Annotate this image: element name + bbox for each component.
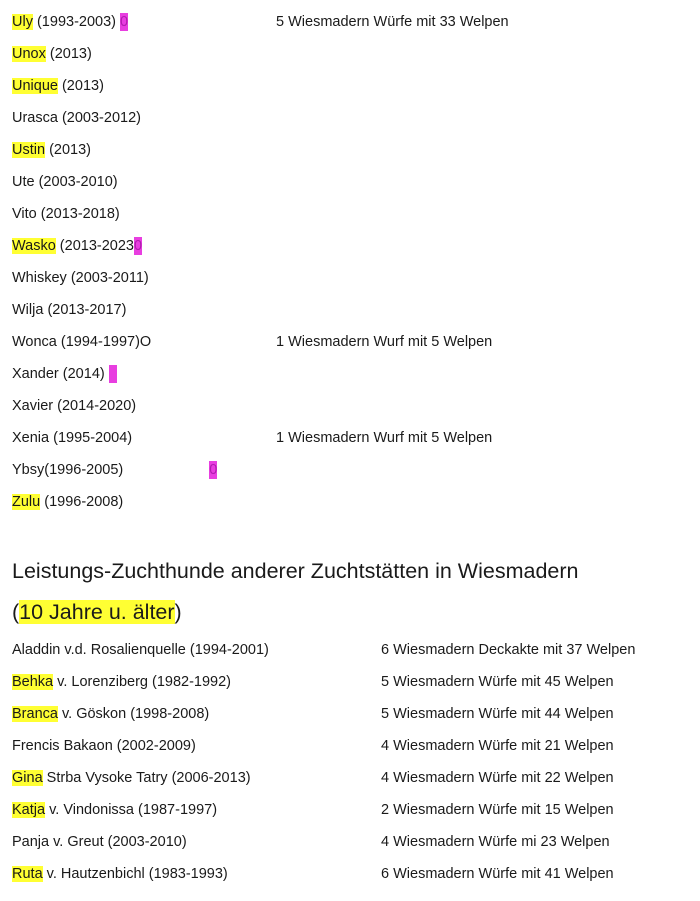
dog-entry <box>12 43 92 65</box>
dog-name: Uly <box>12 14 33 30</box>
dog-name: Branca <box>12 706 58 722</box>
marker-box: 0 <box>133 238 143 254</box>
section-subheading <box>12 597 182 627</box>
dog-kennel-years: Strba Vysoke Tatry (2006-2013) <box>42 770 251 786</box>
dog-name: Ustin <box>12 142 46 158</box>
dog-kennel-years: Bakaon (2002-2009) <box>59 738 196 754</box>
dog-entry <box>12 395 136 417</box>
dog-kennel-years: v. Lorenziberg (1982-1992) <box>53 674 231 690</box>
breeding-dog-entry <box>12 671 231 693</box>
dog-name: Urasca <box>12 110 58 126</box>
dog-name: Xander <box>12 366 59 382</box>
dog-years: (2013-2018) <box>36 206 120 222</box>
dog-entry <box>12 267 149 289</box>
dog-entry <box>12 75 104 97</box>
dog-years: (2013-2023 <box>55 238 134 254</box>
section-heading: Leistungs-Zuchthunde anderer Zuchtstätten in Wiesmadern <box>12 559 579 583</box>
dog-name: Wilja <box>12 302 44 318</box>
dog-years: (2013) <box>57 78 104 94</box>
dog-name: Gina <box>12 770 43 786</box>
dog-entry <box>12 299 126 321</box>
breeding-dog-entry <box>12 799 217 821</box>
subheading-highlight: 10 Jahre u. älter <box>19 600 175 624</box>
litter-note: 4 Wiesmadern Würfe mi 23 Welpen <box>381 834 610 850</box>
dog-name: Zulu <box>12 494 41 510</box>
dog-years: (2014) <box>58 366 109 382</box>
dog-name: Whiskey <box>12 270 67 286</box>
dog-entry <box>12 491 123 513</box>
litter-note: 6 Wiesmadern Würfe mit 41 Welpen <box>381 866 614 882</box>
dog-entry <box>12 331 151 353</box>
dog-name: Unox <box>12 46 46 62</box>
litter-note: 6 Wiesmadern Deckakte mit 37 Welpen <box>381 642 636 658</box>
dog-kennel-years: v. Greut (2003-2010) <box>49 834 187 850</box>
dog-entry <box>12 235 142 257</box>
dog-entry <box>12 459 217 481</box>
subheading-open: ( <box>12 600 20 624</box>
dog-name: Aladdin <box>12 642 61 658</box>
dog-name: Vito <box>12 206 37 222</box>
dog-years: (1994-1997)O <box>56 334 152 350</box>
dog-name: Wasko <box>12 238 56 254</box>
dog-name: Frencis <box>12 738 60 754</box>
dog-name: Behka <box>12 674 54 690</box>
dog-name: Ybsy <box>12 462 45 478</box>
dog-kennel-years: v. Göskon (1998-2008) <box>57 706 210 722</box>
dog-entry <box>12 427 132 449</box>
dog-years: (1996-2005) <box>44 462 124 478</box>
dog-entry <box>12 363 117 385</box>
dog-years: (2003-2012) <box>57 110 141 126</box>
dog-entry <box>12 203 120 225</box>
dog-entry <box>12 107 141 129</box>
dog-name: Xavier <box>12 398 54 414</box>
dog-years: (2013-2017) <box>43 302 127 318</box>
litter-note: 4 Wiesmadern Würfe mit 22 Welpen <box>381 770 614 786</box>
dog-years: (2013) <box>45 142 91 158</box>
dog-years: (2003-2010) <box>34 174 118 190</box>
dog-name: Xenia <box>12 430 50 446</box>
marker-box: 0 <box>209 462 218 478</box>
dog-name: Wonca <box>12 334 57 350</box>
dog-name: Panja <box>12 834 50 850</box>
dog-years: (2003-2011) <box>66 270 149 286</box>
litter-note: 4 Wiesmadern Würfe mit 21 Welpen <box>381 738 614 754</box>
breeding-dog-entry <box>12 767 251 789</box>
dog-years: (2014-2020) <box>53 398 137 414</box>
dog-kennel-years: v. Hautzenbichl (1983-1993) <box>42 866 228 882</box>
litter-note: 1 Wiesmadern Wurf mit 5 Welpen <box>276 334 493 350</box>
dog-name: Katja <box>12 802 46 818</box>
marker-box <box>109 365 117 383</box>
breeding-dog-entry <box>12 703 209 725</box>
dog-name: Unique <box>12 78 58 94</box>
litter-note: 5 Wiesmadern Würfe mit 33 Welpen <box>276 14 509 30</box>
dog-entry <box>12 11 128 33</box>
breeding-dog-entry <box>12 639 269 661</box>
marker-box: 0 <box>120 14 129 30</box>
dog-name: Ute <box>12 174 35 190</box>
dog-years: (1993-2003) <box>32 14 121 30</box>
dog-kennel-years: v.d. Rosalienquelle (1994-2001) <box>60 642 269 658</box>
litter-note: 5 Wiesmadern Würfe mit 45 Welpen <box>381 674 614 690</box>
dog-years: (1995-2004) <box>49 430 133 446</box>
dog-entry <box>12 171 118 193</box>
litter-note: 5 Wiesmadern Würfe mit 44 Welpen <box>381 706 614 722</box>
litter-note: 1 Wiesmadern Wurf mit 5 Welpen <box>276 430 493 446</box>
subheading-close: ) <box>174 600 182 624</box>
dog-years: (1996-2008) <box>40 494 124 510</box>
dog-years: (2013) <box>45 46 92 62</box>
dog-name: Ruta <box>12 866 43 882</box>
breeding-dog-entry <box>12 831 187 853</box>
breeding-dog-entry <box>12 863 228 885</box>
dog-kennel-years: v. Vindonissa (1987-1997) <box>45 802 218 818</box>
breeding-dog-entry <box>12 735 196 757</box>
dog-entry <box>12 139 91 161</box>
litter-note: 2 Wiesmadern Würfe mit 15 Welpen <box>381 802 614 818</box>
